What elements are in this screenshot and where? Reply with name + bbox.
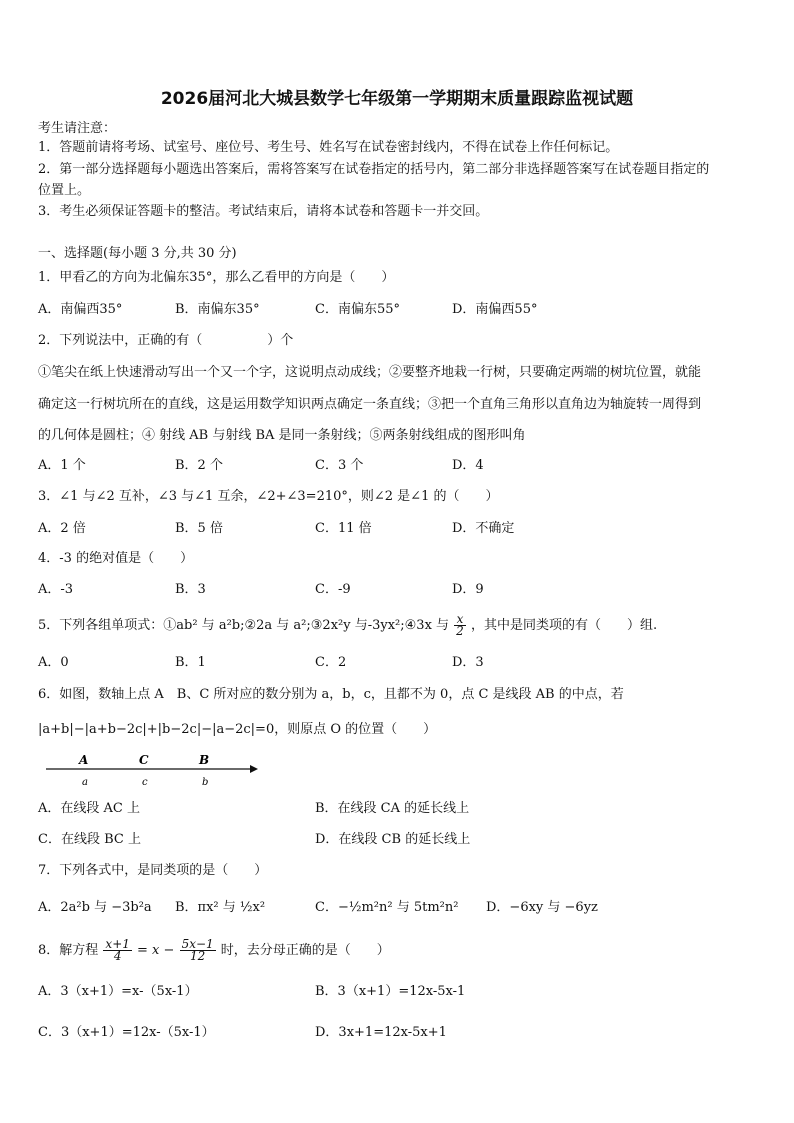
- arrow-head-icon: [250, 765, 258, 773]
- question-7-options: [38, 900, 756, 916]
- question-8-options-row-1: [38, 984, 756, 1000]
- option-b[interactable]: B．南偏东35°: [175, 302, 260, 317]
- numerator: 5x−1: [181, 937, 214, 951]
- question-2-options: [38, 458, 756, 474]
- point-label-b: B: [199, 753, 210, 767]
- option-d[interactable]: D．不确定: [452, 521, 515, 536]
- option-b[interactable]: B．2 个: [175, 458, 223, 473]
- option-a[interactable]: A．0: [38, 655, 69, 670]
- option-a[interactable]: A．-3: [38, 582, 74, 597]
- question-2-text: 的几何体是圆柱；④ 射线 AB 与射线 BA 是同一条射线；⑤两条射线组成的图形叫角: [38, 428, 526, 443]
- notice-heading: 考生请注意：: [38, 121, 117, 136]
- fraction-left: [103, 939, 131, 962]
- question-5-stem-b: ，其中是同类项的有（ ）组.: [470, 618, 658, 633]
- exam-title: 2026届河北大城县数学七年级第一学期期末质量跟踪监视试题: [160, 89, 634, 109]
- option-c[interactable]: C．−½m²n² 与 5tm²n²: [315, 900, 459, 915]
- numerator: x: [454, 614, 466, 626]
- question-4-options: [38, 582, 756, 598]
- denominator: 4: [113, 949, 122, 963]
- point-label-a: A: [79, 753, 89, 767]
- option-c[interactable]: C．3 个: [315, 458, 364, 473]
- equation-middle: = x −: [137, 943, 175, 958]
- question-7-stem: 7．下列各式中，是同类项的是（ ）: [38, 863, 268, 878]
- question-4-stem: 4．-3 的绝对值是（ ）: [38, 551, 194, 566]
- option-a[interactable]: A．2a²b 与 −3b²a: [38, 900, 152, 915]
- option-b[interactable]: B．3: [175, 582, 206, 597]
- option-d[interactable]: D．在线段 CB 的延长线上: [315, 832, 471, 847]
- option-c[interactable]: C．11 倍: [315, 521, 372, 536]
- option-d[interactable]: D．4: [452, 458, 484, 473]
- notice-item: 位置上。: [38, 183, 91, 198]
- value-label-b: b: [202, 777, 209, 788]
- question-6-options-row-2: [38, 832, 756, 848]
- option-d[interactable]: D．南偏西55°: [452, 302, 538, 317]
- notice-item: 2．第一部分选择题每小题选出答案后，需将答案写在试卷指定的括号内，第二部分非选择题答案写在试卷题目指定的: [38, 162, 710, 177]
- option-a[interactable]: A．1 个: [38, 458, 86, 473]
- option-d[interactable]: D．3x+1=12x-5x+1: [315, 1025, 447, 1040]
- option-b[interactable]: B．5 倍: [175, 521, 223, 536]
- option-d[interactable]: D．3: [452, 655, 484, 670]
- question-6-stem: 6．如图，数轴上点 A B、C 所对应的数分别为 a，b，c，且都不为 0，点 C 是线段 AB 的中点，若: [38, 687, 624, 702]
- fraction: [454, 614, 466, 637]
- option-a[interactable]: A．2 倍: [38, 521, 86, 536]
- question-5-stem: [38, 612, 756, 640]
- option-b[interactable]: B．πx² 与 ½x²: [175, 900, 266, 915]
- point-label-c: C: [139, 753, 149, 767]
- denominator: 12: [189, 949, 206, 963]
- value-label-a: a: [82, 777, 88, 788]
- option-d[interactable]: D．−6xy 与 −6yz: [486, 900, 598, 915]
- question-3-stem: 3．∠1 与∠2 互补，∠3 与∠1 互余，∠2+∠3=210°，则∠2 是∠1 的（ ）: [38, 489, 499, 504]
- question-2-text: ①笔尖在纸上快速滑动写出一个又一个字，这说明点动成线；②要整齐地栽一行树，只要确定两端的树坑位置，就能: [38, 365, 702, 380]
- numerator: x+1: [105, 937, 130, 951]
- question-2-stem: 2．下列说法中，正确的有（ ）个: [38, 333, 294, 348]
- option-a[interactable]: A．在线段 AC 上: [38, 801, 140, 816]
- question-6-condition: |a+b|−|a+b−2c|+|b−2c|−|a−2c|=0，则原点 O 的位置（ ）: [38, 722, 437, 737]
- question-8-stem-a: 8．解方程: [38, 943, 99, 958]
- option-a[interactable]: A．南偏西35°: [38, 302, 123, 317]
- question-5-stem-a: 5．下列各组单项式：①ab² 与 a²b;②2a 与 a²;③2x²y 与-3yx²;④3x 与: [38, 618, 450, 633]
- notice-item: 3．考生必须保证答题卡的整洁。考试结束后，请将本试卷和答题卡一并交回。: [38, 204, 489, 219]
- question-5-options: [38, 655, 756, 671]
- option-d[interactable]: D．9: [452, 582, 484, 597]
- fraction-right: [180, 939, 216, 962]
- option-c[interactable]: C．3（x+1）=12x-（5x-1）: [38, 1025, 215, 1040]
- value-label-c: c: [142, 777, 148, 788]
- section-heading: 一、选择题(每小题 3 分,共 30 分): [38, 246, 237, 261]
- question-1-options: [38, 302, 756, 318]
- option-b[interactable]: B．在线段 CA 的延长线上: [315, 801, 470, 816]
- number-line-figure: [46, 752, 258, 792]
- notice-item: 1．答题前请将考场、试室号、座位号、考生号、姓名写在试卷密封线内，不得在试卷上作任何标记。: [38, 140, 619, 155]
- question-8-options-row-2: [38, 1025, 756, 1041]
- option-c[interactable]: C．南偏东55°: [315, 302, 400, 317]
- option-b[interactable]: B．3（x+1）=12x-5x-1: [315, 984, 466, 999]
- option-b[interactable]: B．1: [175, 655, 206, 670]
- option-c[interactable]: C．在线段 BC 上: [38, 832, 141, 847]
- question-6-options-row-1: [38, 801, 756, 817]
- question-2-text: 确定这一行树坑所在的直线，这是运用数学知识两点确定一条直线；③把一个直角三角形以直角边为轴旋转一周得到: [38, 397, 702, 412]
- question-1-stem: 1．甲看乙的方向为北偏东35°，那么乙看甲的方向是（ ）: [38, 270, 395, 285]
- option-c[interactable]: C．2: [315, 655, 347, 670]
- option-a[interactable]: A．3（x+1）=x-（5x-1）: [38, 984, 198, 999]
- question-8-stem: [38, 935, 756, 967]
- question-3-options: [38, 521, 756, 537]
- question-8-stem-b: 时，去分母正确的是（ ）: [220, 943, 390, 958]
- option-c[interactable]: C．-9: [315, 582, 351, 597]
- denominator: 2: [456, 624, 464, 638]
